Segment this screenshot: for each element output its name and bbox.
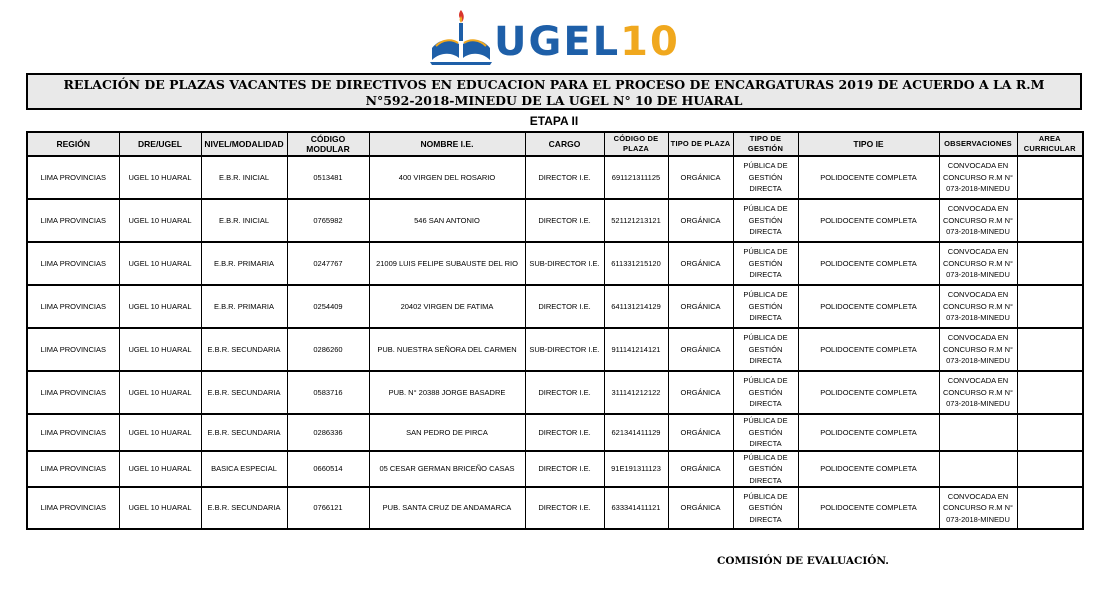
stage-label: ETAPA II bbox=[529, 114, 579, 128]
cell-nombre: 400 VIRGEN DEL ROSARIO bbox=[369, 156, 525, 199]
cell-area bbox=[1017, 371, 1083, 414]
cell-dre: UGEL 10 HUARAL bbox=[119, 487, 201, 529]
cell-codigo-plaza: 641131214129 bbox=[604, 285, 668, 328]
cell-area bbox=[1017, 199, 1083, 242]
cell-cargo: SUB-DIRECTOR I.E. bbox=[525, 242, 604, 285]
cell-observaciones bbox=[939, 414, 1017, 451]
cell-region: LIMA PROVINCIAS bbox=[27, 199, 119, 242]
header-codigo-plaza: CÓDIGO DE PLAZA bbox=[604, 132, 668, 156]
cell-cargo: DIRECTOR I.E. bbox=[525, 371, 604, 414]
header-region: REGIÓN bbox=[27, 132, 119, 156]
cell-nivel: E.B.R. SECUNDARIA bbox=[201, 371, 287, 414]
cell-tipo-gestion: PÚBLICA DE GESTIÓN DIRECTA bbox=[733, 487, 798, 529]
document-title bbox=[26, 73, 1082, 110]
header-nivel: NIVEL/MODALIDAD bbox=[201, 132, 287, 156]
cell-nombre: PUB. NUESTRA SEÑORA DEL CARMEN bbox=[369, 328, 525, 371]
cell-area bbox=[1017, 414, 1083, 451]
cell-nombre: 21009 LUIS FELIPE SUBAUSTE DEL RIO bbox=[369, 242, 525, 285]
cell-codigo-modular: 0583716 bbox=[287, 371, 369, 414]
cell-nombre: PUB. SANTA CRUZ DE ANDAMARCA bbox=[369, 487, 525, 529]
cell-dre: UGEL 10 HUARAL bbox=[119, 199, 201, 242]
cell-tipo-plaza: ORGÁNICA bbox=[668, 242, 733, 285]
title-line-2: N°592-2018-MINEDU DE LA UGEL N° 10 DE HUARAL bbox=[365, 93, 743, 108]
cell-observaciones: CONVOCADA EN CONCURSO R.M N° 073-2018-MINEDU bbox=[939, 156, 1017, 199]
cell-dre: UGEL 10 HUARAL bbox=[119, 371, 201, 414]
cell-dre: UGEL 10 HUARAL bbox=[119, 328, 201, 371]
cell-nivel: E.B.R. SECUNDARIA bbox=[201, 487, 287, 529]
cell-tipo-gestion: PÚBLICA DE GESTIÓN DIRECTA bbox=[733, 371, 798, 414]
cell-codigo-plaza: 633341411121 bbox=[604, 487, 668, 529]
cell-observaciones: CONVOCADA EN CONCURSO R.M N° 073-2018-MINEDU bbox=[939, 487, 1017, 529]
cell-codigo-modular: 0766121 bbox=[287, 487, 369, 529]
cell-tipo-plaza: ORGÁNICA bbox=[668, 285, 733, 328]
cell-nombre: 05 CESAR GERMAN BRICEÑO CASAS bbox=[369, 451, 525, 488]
cell-nivel: E.B.R. INICIAL bbox=[201, 199, 287, 242]
cell-nombre: SAN PEDRO DE PIRCA bbox=[369, 414, 525, 451]
cell-tipo-plaza: ORGÁNICA bbox=[668, 371, 733, 414]
cell-area bbox=[1017, 451, 1083, 488]
table-row bbox=[27, 371, 1083, 414]
cell-nivel: BASICA ESPECIAL bbox=[201, 451, 287, 488]
logo-text-number: 10 bbox=[620, 19, 680, 65]
cell-cargo: DIRECTOR I.E. bbox=[525, 156, 604, 199]
cell-codigo-plaza: 521121213121 bbox=[604, 199, 668, 242]
cell-codigo-modular: 0765982 bbox=[287, 199, 369, 242]
cell-codigo-modular: 0286336 bbox=[287, 414, 369, 451]
header-nombre: NOMBRE I.E. bbox=[369, 132, 525, 156]
cell-nivel: E.B.R. PRIMARIA bbox=[201, 285, 287, 328]
header-dre: DRE/UGEL bbox=[119, 132, 201, 156]
cell-nombre: PUB. N° 20388 JORGE BASADRE bbox=[369, 371, 525, 414]
cell-observaciones: CONVOCADA EN CONCURSO R.M N° 073-2018-MINEDU bbox=[939, 242, 1017, 285]
cell-tipo-gestion: PÚBLICA DE GESTIÓN DIRECTA bbox=[733, 451, 798, 488]
cell-region: LIMA PROVINCIAS bbox=[27, 285, 119, 328]
cell-tipo-gestion: PÚBLICA DE GESTIÓN DIRECTA bbox=[733, 414, 798, 451]
cell-codigo-modular: 0247767 bbox=[287, 242, 369, 285]
cell-nombre: 546 SAN ANTONIO bbox=[369, 199, 525, 242]
cell-dre: UGEL 10 HUARAL bbox=[119, 451, 201, 488]
cell-cargo: DIRECTOR I.E. bbox=[525, 487, 604, 529]
cell-tipo-plaza: ORGÁNICA bbox=[668, 451, 733, 488]
table-row bbox=[27, 328, 1083, 371]
cell-area bbox=[1017, 242, 1083, 285]
cell-tipo-ie: POLIDOCENTE COMPLETA bbox=[798, 156, 939, 199]
cell-tipo-ie: POLIDOCENTE COMPLETA bbox=[798, 199, 939, 242]
cell-codigo-plaza: 311141212122 bbox=[604, 371, 668, 414]
cell-area bbox=[1017, 156, 1083, 199]
vacancies-table bbox=[26, 131, 1084, 530]
ugel-logo bbox=[428, 6, 680, 68]
cell-codigo-modular: 0660514 bbox=[287, 451, 369, 488]
table-row bbox=[27, 451, 1083, 488]
cell-codigo-plaza: 611331215120 bbox=[604, 242, 668, 285]
cell-tipo-ie: POLIDOCENTE COMPLETA bbox=[798, 371, 939, 414]
cell-area bbox=[1017, 285, 1083, 328]
cell-cargo: DIRECTOR I.E. bbox=[525, 414, 604, 451]
cell-tipo-plaza: ORGÁNICA bbox=[668, 156, 733, 199]
cell-codigo-modular: 0286260 bbox=[287, 328, 369, 371]
logo-wordmark bbox=[494, 20, 680, 64]
table-row bbox=[27, 156, 1083, 199]
header-area-curricular: AREA CURRICULAR bbox=[1017, 132, 1083, 156]
cell-dre: UGEL 10 HUARAL bbox=[119, 285, 201, 328]
table-header-row bbox=[27, 132, 1083, 156]
cell-codigo-plaza: 691121311125 bbox=[604, 156, 668, 199]
open-book-icon bbox=[428, 8, 492, 66]
cell-tipo-ie: POLIDOCENTE COMPLETA bbox=[798, 451, 939, 488]
cell-tipo-gestion: PÚBLICA DE GESTIÓN DIRECTA bbox=[733, 242, 798, 285]
evaluation-committee-signature: COMISIÓN DE EVALUACIÓN. bbox=[717, 555, 889, 567]
cell-codigo-plaza: 911141214121 bbox=[604, 328, 668, 371]
cell-tipo-gestion: PÚBLICA DE GESTIÓN DIRECTA bbox=[733, 328, 798, 371]
cell-area bbox=[1017, 328, 1083, 371]
cell-codigo-modular: 0254409 bbox=[287, 285, 369, 328]
cell-tipo-plaza: ORGÁNICA bbox=[668, 487, 733, 529]
table-row bbox=[27, 414, 1083, 451]
title-line-1: RELACIÓN DE PLAZAS VACANTES DE DIRECTIVOS EN EDUCACION PARA EL PROCESO DE ENCARGATURAS 2019 DE ACUERDO A LA R.M bbox=[63, 77, 1045, 92]
cell-observaciones bbox=[939, 451, 1017, 488]
logo-text-ugel: UGEL bbox=[494, 19, 621, 65]
cell-cargo: DIRECTOR I.E. bbox=[525, 199, 604, 242]
cell-cargo: DIRECTOR I.E. bbox=[525, 285, 604, 328]
cell-tipo-gestion: PÚBLICA DE GESTIÓN DIRECTA bbox=[733, 199, 798, 242]
cell-codigo-plaza: 91E191311123 bbox=[604, 451, 668, 488]
cell-tipo-plaza: ORGÁNICA bbox=[668, 328, 733, 371]
header-tipo-plaza: TIPO DE PLAZA bbox=[668, 132, 733, 156]
cell-dre: UGEL 10 HUARAL bbox=[119, 156, 201, 199]
table-row bbox=[27, 487, 1083, 529]
cell-region: LIMA PROVINCIAS bbox=[27, 487, 119, 529]
cell-cargo: DIRECTOR I.E. bbox=[525, 451, 604, 488]
cell-tipo-plaza: ORGÁNICA bbox=[668, 414, 733, 451]
cell-tipo-ie: POLIDOCENTE COMPLETA bbox=[798, 487, 939, 529]
cell-region: LIMA PROVINCIAS bbox=[27, 414, 119, 451]
cell-region: LIMA PROVINCIAS bbox=[27, 156, 119, 199]
cell-observaciones: CONVOCADA EN CONCURSO R.M N° 073-2018-MINEDU bbox=[939, 285, 1017, 328]
cell-codigo-modular: 0513481 bbox=[287, 156, 369, 199]
header-tipo-gestion: TIPO DE GESTIÓN bbox=[733, 132, 798, 156]
cell-tipo-ie: POLIDOCENTE COMPLETA bbox=[798, 414, 939, 451]
cell-nivel: E.B.R. INICIAL bbox=[201, 156, 287, 199]
cell-area bbox=[1017, 487, 1083, 529]
cell-region: LIMA PROVINCIAS bbox=[27, 328, 119, 371]
cell-cargo: SUB-DIRECTOR I.E. bbox=[525, 328, 604, 371]
cell-region: LIMA PROVINCIAS bbox=[27, 451, 119, 488]
cell-nivel: E.B.R. SECUNDARIA bbox=[201, 414, 287, 451]
cell-observaciones: CONVOCADA EN CONCURSO R.M N° 073-2018-MINEDU bbox=[939, 199, 1017, 242]
header-tipo-ie: TIPO IE bbox=[798, 132, 939, 156]
cell-nombre: 20402 VIRGEN DE FATIMA bbox=[369, 285, 525, 328]
cell-codigo-plaza: 621341411129 bbox=[604, 414, 668, 451]
cell-tipo-ie: POLIDOCENTE COMPLETA bbox=[798, 328, 939, 371]
cell-tipo-gestion: PÚBLICA DE GESTIÓN DIRECTA bbox=[733, 156, 798, 199]
cell-region: LIMA PROVINCIAS bbox=[27, 371, 119, 414]
cell-dre: UGEL 10 HUARAL bbox=[119, 242, 201, 285]
header-observaciones: OBSERVACIONES bbox=[939, 132, 1017, 156]
table-row bbox=[27, 285, 1083, 328]
cell-dre: UGEL 10 HUARAL bbox=[119, 414, 201, 451]
cell-tipo-ie: POLIDOCENTE COMPLETA bbox=[798, 242, 939, 285]
header-cargo: CARGO bbox=[525, 132, 604, 156]
header-codigo-modular: CÓDIGO MODULAR bbox=[287, 132, 369, 156]
cell-nivel: E.B.R. SECUNDARIA bbox=[201, 328, 287, 371]
cell-tipo-gestion: PÚBLICA DE GESTIÓN DIRECTA bbox=[733, 285, 798, 328]
cell-tipo-plaza: ORGÁNICA bbox=[668, 199, 733, 242]
cell-region: LIMA PROVINCIAS bbox=[27, 242, 119, 285]
cell-nivel: E.B.R. PRIMARIA bbox=[201, 242, 287, 285]
table-row bbox=[27, 242, 1083, 285]
cell-observaciones: CONVOCADA EN CONCURSO R.M N° 073-2018-MINEDU bbox=[939, 371, 1017, 414]
cell-tipo-ie: POLIDOCENTE COMPLETA bbox=[798, 285, 939, 328]
cell-observaciones: CONVOCADA EN CONCURSO R.M N° 073-2018-MINEDU bbox=[939, 328, 1017, 371]
table-row bbox=[27, 199, 1083, 242]
